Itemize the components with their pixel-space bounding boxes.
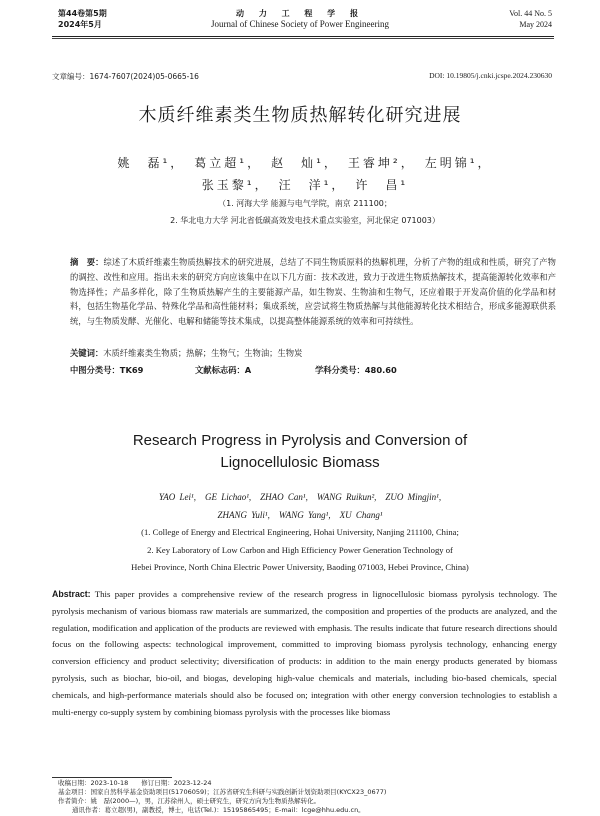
footnote-dates: 收稿日期：2023-10-18 修订日期：2023-12-24: [58, 779, 212, 787]
title-en-line2: Lignocellulosic Biomass: [220, 454, 380, 471]
keywords-cn-label: 关键词：: [70, 348, 104, 358]
affiliation-en-line3: Hebei Province, North China Electric Power University, Baoding 071003, Hebei Province, China): [131, 562, 469, 572]
abstract-cn-text: 综述了木质纤维素生物质热解技术的研究进展，总结了不同生物质原料的热解机理，分析了产物的组成和性质，研究了产物的调控、改性和应用。指出未来的研究方向应该集中在以下几方面：技术改进，致力于改进生物质热解技术，提高能源转化效率和产物选择性；产品多样化，除了生物质热解产生的主要能源产品，如生物炭、生物油和生物气，还应着眼于开发高价值的化学品和材料，包括生物基化学品、特殊化学品和高性能材料；集成系统，应尝试将生物质热解与其他能源转化技术相结合，形成多能源联供系统，与生物质发酵、光催化、电解和储能等技术集成，以提高整体能源系统的效率和可持续性。: [70, 257, 556, 327]
classification-row: [70, 364, 397, 376]
authors-cn-line2: 张玉黎¹， 汪 洋¹， 许 昌¹: [201, 178, 409, 192]
keywords-cn-text: 木质纤维素类生物质；热解；生物气；生物油；生物炭: [103, 348, 303, 358]
affiliation-en-line1: (1. College of Energy and Electrical Engineering, Hohai University, Nanjing 211100, China;: [141, 527, 459, 537]
abstract-en: [52, 586, 557, 720]
header-journal: [150, 8, 450, 30]
authors-en-line2: ZHANG Yuli¹, WANG Yang¹, XU Chang¹: [217, 510, 383, 520]
header-issue-en: [509, 8, 552, 30]
header-volume-en: Vol. 44 No. 5: [509, 9, 552, 18]
article-number: 文章编号：1674-7607(2024)05-0665-16: [52, 72, 199, 81]
subject-code: 学科分类号：480.60: [315, 365, 397, 375]
affiliation-cn-line2: 2. 华北电力大学 河北省低碳高效发电技术重点实验室，河北保定 071003）: [170, 216, 440, 225]
footnote-author-bio: 作者简介：姚 磊(2000—)，男，江苏徐州人，硕士研究生，研究方向为生物质热解转化。: [58, 797, 321, 805]
footnote-corresponding: 通讯作者：葛立超(男)，副教授，博士，电话(Tel.)：15195865495；E-mail：lcge@hhu.edu.cn。: [72, 806, 365, 814]
abstract-cn-label: 摘 要：: [70, 257, 104, 267]
header-date-cn: 2024年5月: [58, 20, 102, 29]
abstract-en-label: Abstract:: [52, 589, 91, 599]
doi: DOI: 10.19805/j.cnki.jcspe.2024.230630: [429, 71, 552, 80]
document-code: 文献标志码：A: [195, 365, 252, 375]
title-en: [40, 430, 560, 474]
footnote-rule: [52, 777, 172, 778]
abstract-en-text: This paper provides a comprehensive review of the research progress in lignocellulosic biomass pyrolysis technology. The pyrolysis mechanism of various biomass raw materials are summarized, the composition and properties of the products are analyzed, and the regulation, modification and application of the products are reviewed with emphasis. The results indicate that future research directions should focus on the following aspects: technological improvement, committed to improving biomass pyrolysis technology, enhancing energy conversion efficiency and product selectivity; diversification of products: in addition to the main energy products generated by biomass pyrolysis, such as biochar, bio-oil, and biogas, developing high-value chemicals and materials, including bio-based chemicals, special chemicals, and high-performance materials should also be focused on; integration with other energy conversion technologies to establish a multi-energy co-supply system by combining biomass pyrolysis with the processes like biomass: [52, 589, 557, 717]
keywords-cn: [70, 347, 302, 359]
header-issue-cn: [58, 8, 107, 30]
journal-name-cn: 动 力 工 程 学 报: [236, 9, 364, 18]
title-cn: 木质纤维素类生物质热解转化研究进展: [138, 105, 462, 126]
header-issue-volume: 第44卷第5期: [58, 9, 107, 18]
affiliation-en-line2: 2. Key Laboratory of Low Carbon and High Efficiency Power Generation Technology of: [147, 544, 453, 555]
header-rule: [52, 36, 554, 37]
abstract-cn: [70, 255, 556, 329]
affiliation-en: [40, 524, 560, 577]
footnote-funding: 基金项目：国家自然科学基金资助项目(51706059)；江苏省研究生科研与实践创新计划资助项目(KYCX23_0677): [58, 788, 387, 796]
title-en-line1: Research Progress in Pyrolysis and Conversion of: [132, 432, 468, 449]
header-rule-thin: [52, 38, 554, 39]
authors-en-line1: YAO Lei¹, GE Lichao¹, ZHAO Can¹, WANG Ruikun², ZUO Mingjin¹,: [158, 492, 442, 502]
header-date-en: May 2024: [519, 20, 552, 29]
authors-cn-line1: 姚 磊¹， 葛立超¹， 赵 灿¹， 王睿坤²， 左明锦¹，: [117, 156, 493, 170]
footnotes: [58, 779, 558, 815]
journal-name-en: Journal of Chinese Society of Power Engineering: [211, 19, 389, 29]
affiliation-cn-line1: （1. 河海大学 能源与电气学院，南京 211100；: [218, 199, 392, 208]
clc-number: 中图分类号：TK69: [70, 365, 144, 375]
